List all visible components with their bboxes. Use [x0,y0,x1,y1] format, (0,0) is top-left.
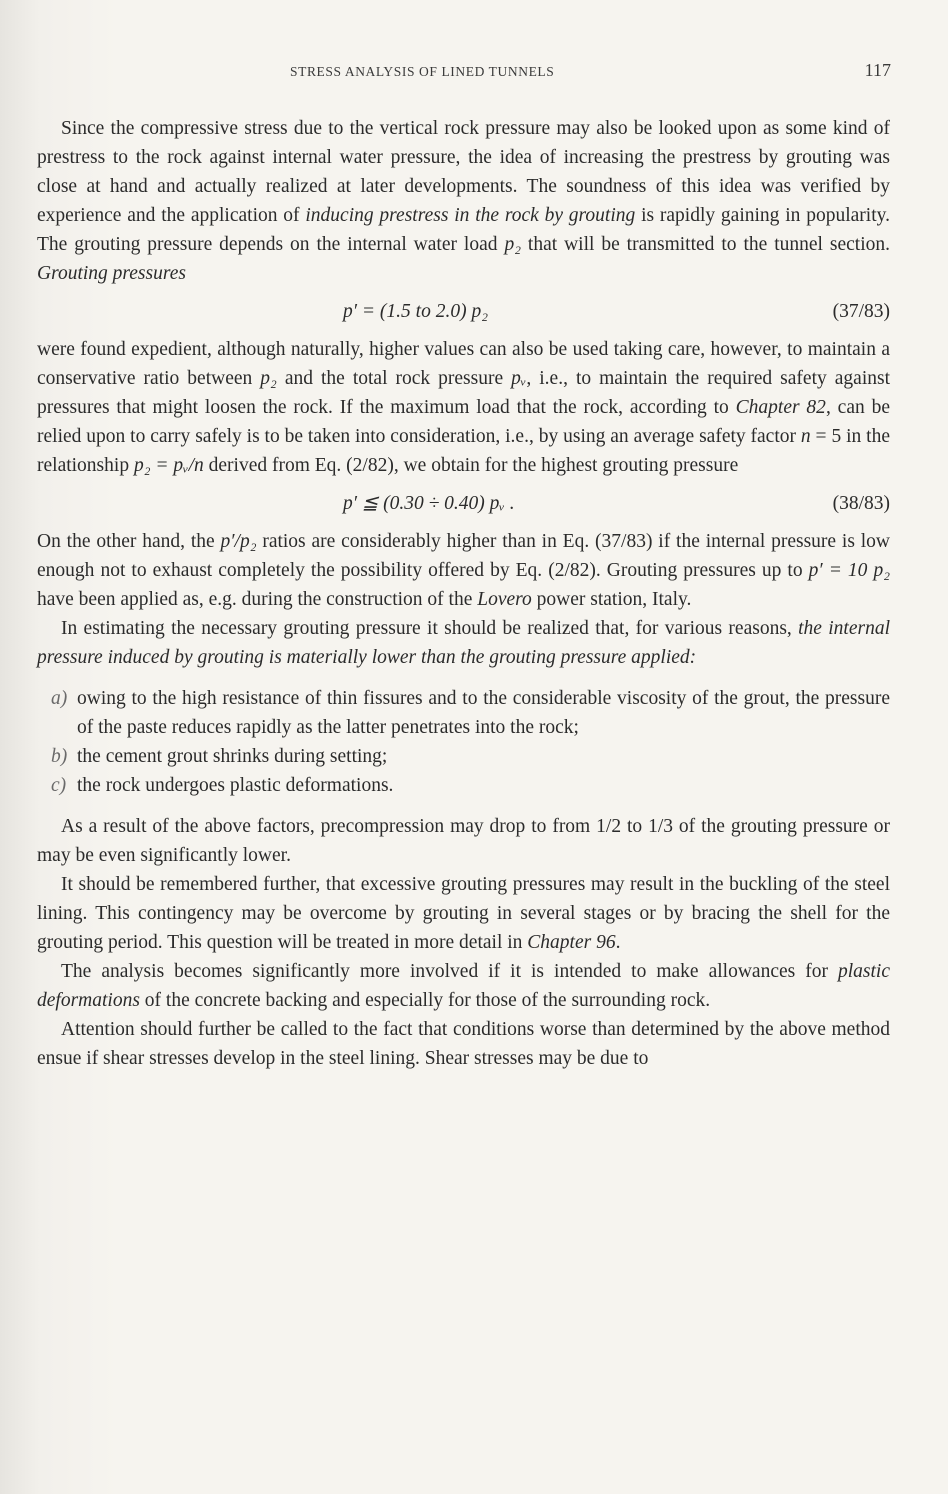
math-p2: p₂ [260,368,277,389]
paragraph-2: were found expedient, although naturally, higher values can also be used taking care, however, to maintain a conservative ratio between p₂ and the total rock pressure pᵥ, i.e., to maintain the required safety against pressures that might loosen the rock. If the maximum load that the rock, according to Chapter 82, can be relied upon to carry safely is to be taken into consideration, i.e., by using an average safety factor n = 5 in the relationship p₂ = pᵥ/n derived from Eq. (2/82), we obtain for the highest grouting pressure [37,339,891,476]
equation-number: (38/83) [832,493,890,514]
equation-expression: p′ = (1.5 to 2.0) p₂ [343,301,488,322]
page-header [0,62,948,86]
paragraph-3: On the other hand, the p′/p₂ ratios are considerably higher than in Eq. (37/83) if the internal pressure is low enough not to exhaust completely the possibility offered by Eq. (2/82). Grouting pressures up to p′ = 10 p₂ have been applied as, e.g. during the construction of the Lovero power station, Italy. [37,531,890,610]
paragraph-1: Since the compressive stress due to the vertical rock pressure may also be looked upon as some kind of prestress to the rock against internal water pressure, the idea of increasing the prestress by grouting was close at hand and actually realized at later developments. The soundness of this idea was verified by experience and the application of inducing prestress in the rock by grouting is rapidly gaining in popularity. The grouting pressure depends on the internal water load p₂ that will be transmitted to the tunnel section. Grouting pressures [37,118,890,284]
paragraph-4: In estimating the necessary grouting pressure it should be realized that, for various reasons, the internal pressure induced by grouting is materially lower than the grouting pressure applied: [37,618,890,668]
list-item-text: the rock undergoes plastic deformations. [77,775,394,796]
emphasis-grouting-pressures: Grouting pressures [37,263,186,284]
list-item [37,742,890,771]
list-item-text: the cement grout shrinks during setting; [77,746,388,767]
emphasis-internal-pressure: the internal pressure induced by grouting is materially lower than the grouting pressure applied: [37,618,890,668]
paragraph-6: It should be remembered further, that excessive grouting pressures may result in the buckling of the steel lining. This contingency may be overcome by grouting in several stages or by bracing the shell for the grouting period. This question will be treated in more detail in Chapter 96. [37,874,890,953]
list-marker: b) [51,746,68,767]
reasons-list [37,684,890,800]
list-item-text: owing to the high resistance of thin fissures and to the considerable viscosity of the grout, the pressure of the paste reduces rapidly as the latter penetrates into the rock; [77,688,890,738]
paragraph-7: The analysis becomes significantly more involved if it is intended to make allowances for plastic deformations of the concrete backing and especially for those of the surrounding rock. [37,961,890,1011]
list-marker: a) [51,688,68,709]
math-relationship: p₂ = pᵥ/n [133,455,204,476]
paragraph-8: Attention should further be called to the fact that conditions worse than determined by the above method ensue if shear stresses develop in the steel lining. Shear stresses may be due to [37,1019,890,1069]
page-body [37,114,890,1073]
math-pv: pᵥ [511,368,527,389]
chapter-reference: Chapter 96 [527,932,616,953]
equation-38-83 [37,489,890,518]
list-item [37,771,890,800]
math-pmax: p′ = 10 p₂ [808,560,890,581]
math-ratio: p′/p₂ [220,531,257,552]
math-p2: p₂ [504,234,521,255]
equation-37-83 [37,297,890,326]
equation-expression: p′ ≦ (0.30 ÷ 0.40) pᵥ . [343,493,515,514]
page-number: 117 [864,60,891,80]
list-item [37,684,890,742]
equation-number: (37/83) [832,301,890,322]
paragraph-5: As a result of the above factors, precompression may drop to from 1/2 to 1/3 of the grouting pressure or may be even significantly lower. [37,816,890,866]
chapter-reference: Chapter 82 [735,397,826,418]
math-n: n [800,426,811,447]
emphasis-inducing-prestress: inducing prestress in the rock by grouting [305,205,636,226]
emphasis-lovero: Lovero [477,589,532,610]
emphasis-plastic-deformations: plastic deformations [37,961,890,1011]
running-title: STRESS ANALYSIS OF LINED TUNNELS [290,64,555,79]
list-marker: c) [51,775,67,796]
